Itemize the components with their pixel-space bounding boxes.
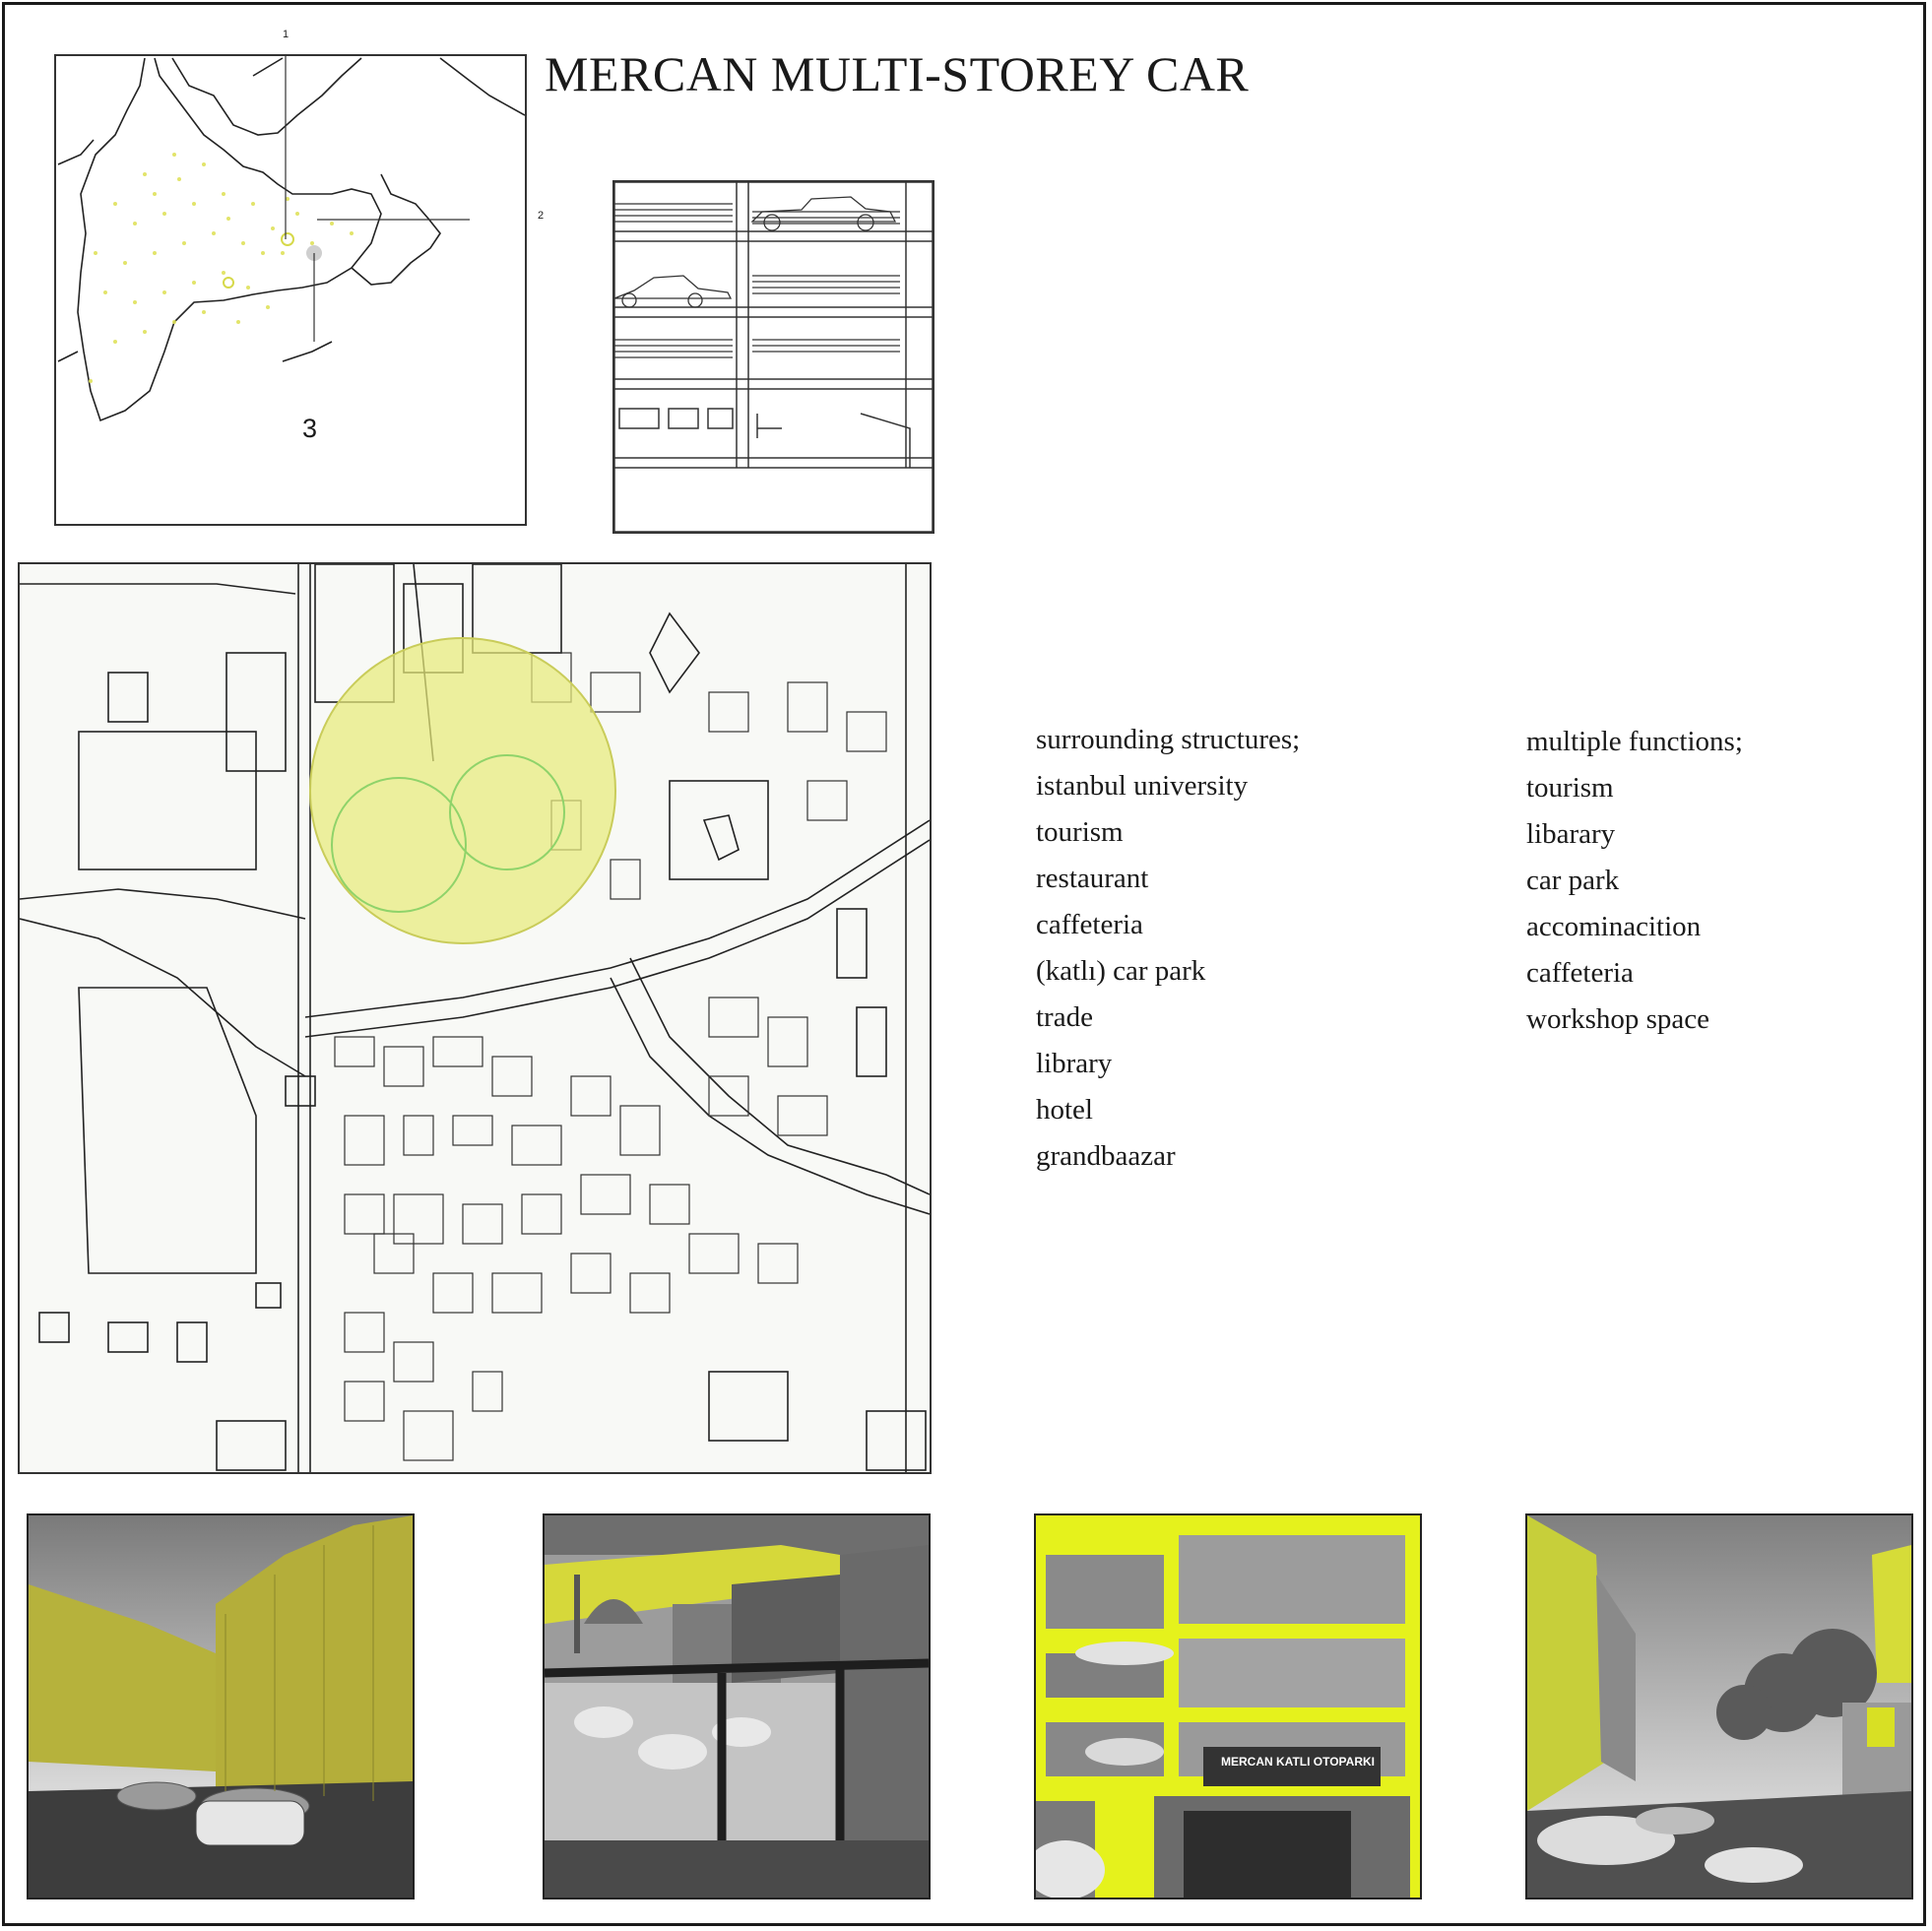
list-item: (katlı) car park (1036, 955, 1206, 987)
surrounding-structures-list (1036, 717, 1300, 1180)
list-item: accominacition (1526, 911, 1702, 942)
list-item: car park (1526, 865, 1620, 896)
multiple-functions-heading: multiple functions; (1526, 726, 1743, 757)
list-item: trade (1036, 1001, 1093, 1033)
photo-city-view (543, 1513, 931, 1899)
photo-car-park-facade (1034, 1513, 1422, 1899)
list-item: workshop space (1526, 1003, 1710, 1035)
locator-marker-2: 2 (538, 210, 545, 222)
photo-street-view (1525, 1513, 1913, 1899)
car-park-sign: MERCAN KATLI OTOPARKI (1221, 1755, 1375, 1769)
list-item: hotel (1036, 1094, 1093, 1126)
page-title: MERCAN MULTI-STOREY CAR (545, 46, 1250, 101)
list-item: tourism (1036, 816, 1124, 848)
list-item: grandbaazar (1036, 1140, 1176, 1172)
list-item: caffeteria (1526, 957, 1634, 989)
locator-map (54, 54, 527, 526)
photo-parking-lot (27, 1513, 415, 1899)
multiple-functions-list (1526, 719, 1743, 1043)
list-item: libarary (1526, 818, 1616, 850)
list-item: tourism (1526, 772, 1614, 804)
surrounding-structures-heading: surrounding structures; (1036, 724, 1301, 755)
list-item: caffeteria (1036, 909, 1143, 940)
site-plan-map (18, 562, 932, 1474)
locator-marker-1: 1 (283, 29, 290, 40)
locator-marker-3: 3 (302, 414, 318, 443)
list-item: restaurant (1036, 863, 1149, 894)
list-item: library (1036, 1048, 1113, 1079)
list-item: istanbul university (1036, 770, 1249, 802)
building-section-drawing (612, 180, 934, 534)
